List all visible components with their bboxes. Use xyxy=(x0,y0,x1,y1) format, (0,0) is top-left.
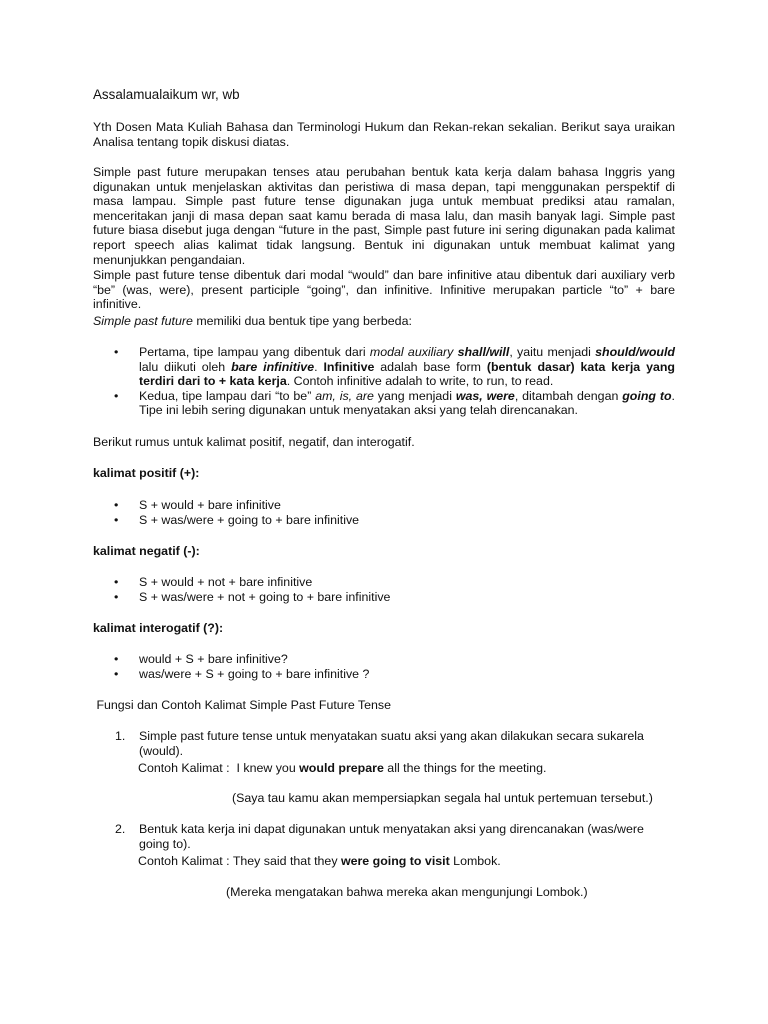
positive-formula-list xyxy=(93,498,675,527)
list-item: • S + was/were + not + going to + bare infinitive xyxy=(93,590,675,605)
list-item: • S + would + bare infinitive xyxy=(93,498,675,513)
functions-heading: Fungsi dan Contoh Kalimat Simple Past Future Tense xyxy=(93,698,391,712)
list-item: • would + S + bare infinitive? xyxy=(93,652,675,667)
translation-2: (Mereka mengatakan bahwa mereka akan mengunjungi Lombok.) xyxy=(226,885,588,899)
definition-paragraph: Simple past future merupakan tenses atau perubahan bentuk kata kerja dalam bahasa Inggris yang digunakan untuk menjelaskan aktivitas dan peristiwa di masa depan, tapi menggunakan perspektif di masa lampau. Simple past future tense digunakan juga untuk membuat prediksi atau ramalan, menceritakan janji di masa depan saat kamu berada di masa lalu, dan masih banyak lagi. Simple past future biasa disebut juga dengan “future in the past, Simple past future ini sering digunakan pada kalimat report speech alias kalimat tidak langsung. Bentuk ini digunakan untuk membuat kalimat yang menunjukkan pengandaian. xyxy=(93,165,675,267)
types-intro-italic: Simple past future xyxy=(93,314,193,328)
function-text: Bentuk kata kerja ini dapat digunakan untuk menyatakan aksi yang direncanakan (was/were going to). xyxy=(139,822,644,851)
types-intro-rest: memiliki dua bentuk tipe yang berbeda: xyxy=(192,314,412,328)
positive-heading: kalimat positif (+): xyxy=(93,466,200,480)
function-number: 2. xyxy=(115,822,126,836)
list-item: • was/were + S + going to + bare infinitive ? xyxy=(93,667,675,682)
interrogative-heading: kalimat interogatif (?): xyxy=(93,621,224,635)
function-text: Simple past future tense untuk menyatakan suatu aksi yang akan dilakukan secara sukarela (would). xyxy=(139,729,644,758)
formula-intro: Berikut rumus untuk kalimat positif, negatif, dan interogatif. xyxy=(93,435,415,449)
type-item-first: • Pertama, tipe lampau yang dibentuk dari modal auxiliary shall/will, yaitu menjadi should/would lalu diikuti oleh bare infinitive. Infinitive adalah base form (bentuk dasar) kata kerja yang terdiri dari to + kata kerja. Contoh infinitive adalah to write, to run, to read. xyxy=(93,345,675,389)
formation-paragraph: Simple past future tense dibentuk dari modal “would” dan bare infinitive atau dibentuk dari auxiliary verb “be” (was, were), present participle “going”, dan infinitive. Infinitive merupakan particle “to” + bare infinitive. xyxy=(93,268,675,312)
interrogative-formula-list xyxy=(93,652,675,681)
translation-1: (Saya tau kamu akan mempersiapkan segala hal untuk pertemuan tersebut.) xyxy=(232,791,653,805)
function-item-2 xyxy=(93,822,675,851)
greeting: Assalamualaikum wr, wb xyxy=(93,87,240,102)
types-intro xyxy=(93,314,675,329)
list-item: • S + was/were + going to + bare infinitive xyxy=(93,513,675,528)
example-sentence-2: Contoh Kalimat : They said that they were going to visit Lombok. xyxy=(138,854,501,868)
types-list xyxy=(93,345,675,418)
function-item-1 xyxy=(93,729,675,758)
intro-paragraph: Yth Dosen Mata Kuliah Bahasa dan Terminologi Hukum dan Rekan-rekan sekalian. Berikut saya uraikan Analisa tentang topik diskusi diatas. xyxy=(93,120,675,149)
example-sentence-1: Contoh Kalimat : I knew you would prepare all the things for the meeting. xyxy=(138,761,547,775)
negative-heading: kalimat negatif (-): xyxy=(93,544,200,558)
list-item: • S + would + not + bare infinitive xyxy=(93,575,675,590)
negative-formula-list xyxy=(93,575,675,604)
type-item-second: • Kedua, tipe lampau dari “to be” am, is, are yang menjadi was, were, ditambah dengan going to. Tipe ini lebih sering digunakan untuk menyatakan aksi yang telah direncanakan. xyxy=(93,389,675,418)
function-number: 1. xyxy=(115,729,126,743)
